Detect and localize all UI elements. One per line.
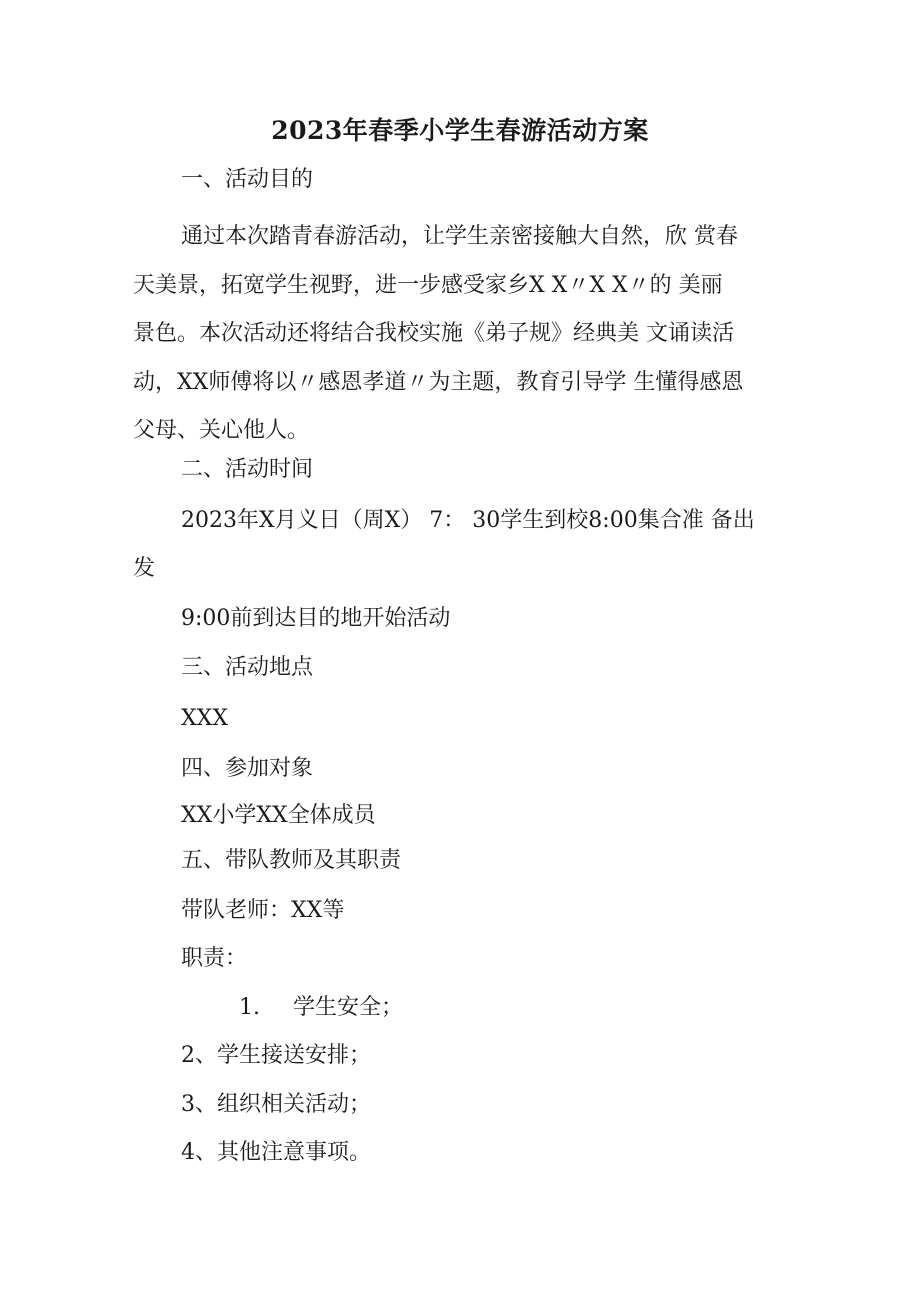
schedule-line: 2023年X月义日（周X） 7： 30学生到校8:00集合准 备出 [181, 508, 755, 533]
arrival-line: 9:00前到达目的地开始活动 [181, 606, 451, 631]
paragraph-line: 天美景，拓宽学生视野，进一步感受家乡X X〃X X〃的 美丽 [133, 272, 723, 298]
teacher-line: 带队老师：XX等 [181, 898, 345, 923]
section-heading-time: 二、活动时间 [181, 457, 314, 482]
schedule-line-continued: 发 [133, 556, 156, 581]
location-value: XXX [181, 706, 228, 731]
paragraph-line: 父母、关心他人。 [133, 418, 310, 443]
purpose-paragraph [133, 213, 783, 456]
duty-label: 职责： [181, 946, 248, 971]
duty-4: 4、其他注意事项。 [181, 1140, 371, 1165]
participants-value: XX小学XX全体成员 [181, 803, 376, 828]
document-title: 2023年春季小学生春游活动方案 [271, 116, 649, 145]
duty-2: 2、学生接送安排； [181, 1043, 371, 1068]
paragraph-line: 通过本次踏青春游活动，让学生亲密接触大自然，欣 赏春 [181, 224, 738, 249]
duty-1-text: 学生安全； [293, 995, 404, 1020]
section-heading-purpose: 一、活动目的 [181, 167, 314, 192]
paragraph-line: 动，XX师傅将以〃感恩孝道〃为主题，教育引导学 生懂得感恩 [133, 369, 744, 395]
section-heading-participants: 四、参加对象 [181, 756, 314, 781]
duty-3: 3、组织相关活动； [181, 1092, 371, 1117]
paragraph-line: 景色。本次活动还将结合我校实施《弟子规》经典美 文诵读活 [133, 321, 734, 346]
duty-1-number: 1. [239, 995, 260, 1020]
section-heading-teachers: 五、带队教师及其职责 [181, 848, 402, 873]
section-heading-location: 三、活动地点 [181, 655, 314, 680]
